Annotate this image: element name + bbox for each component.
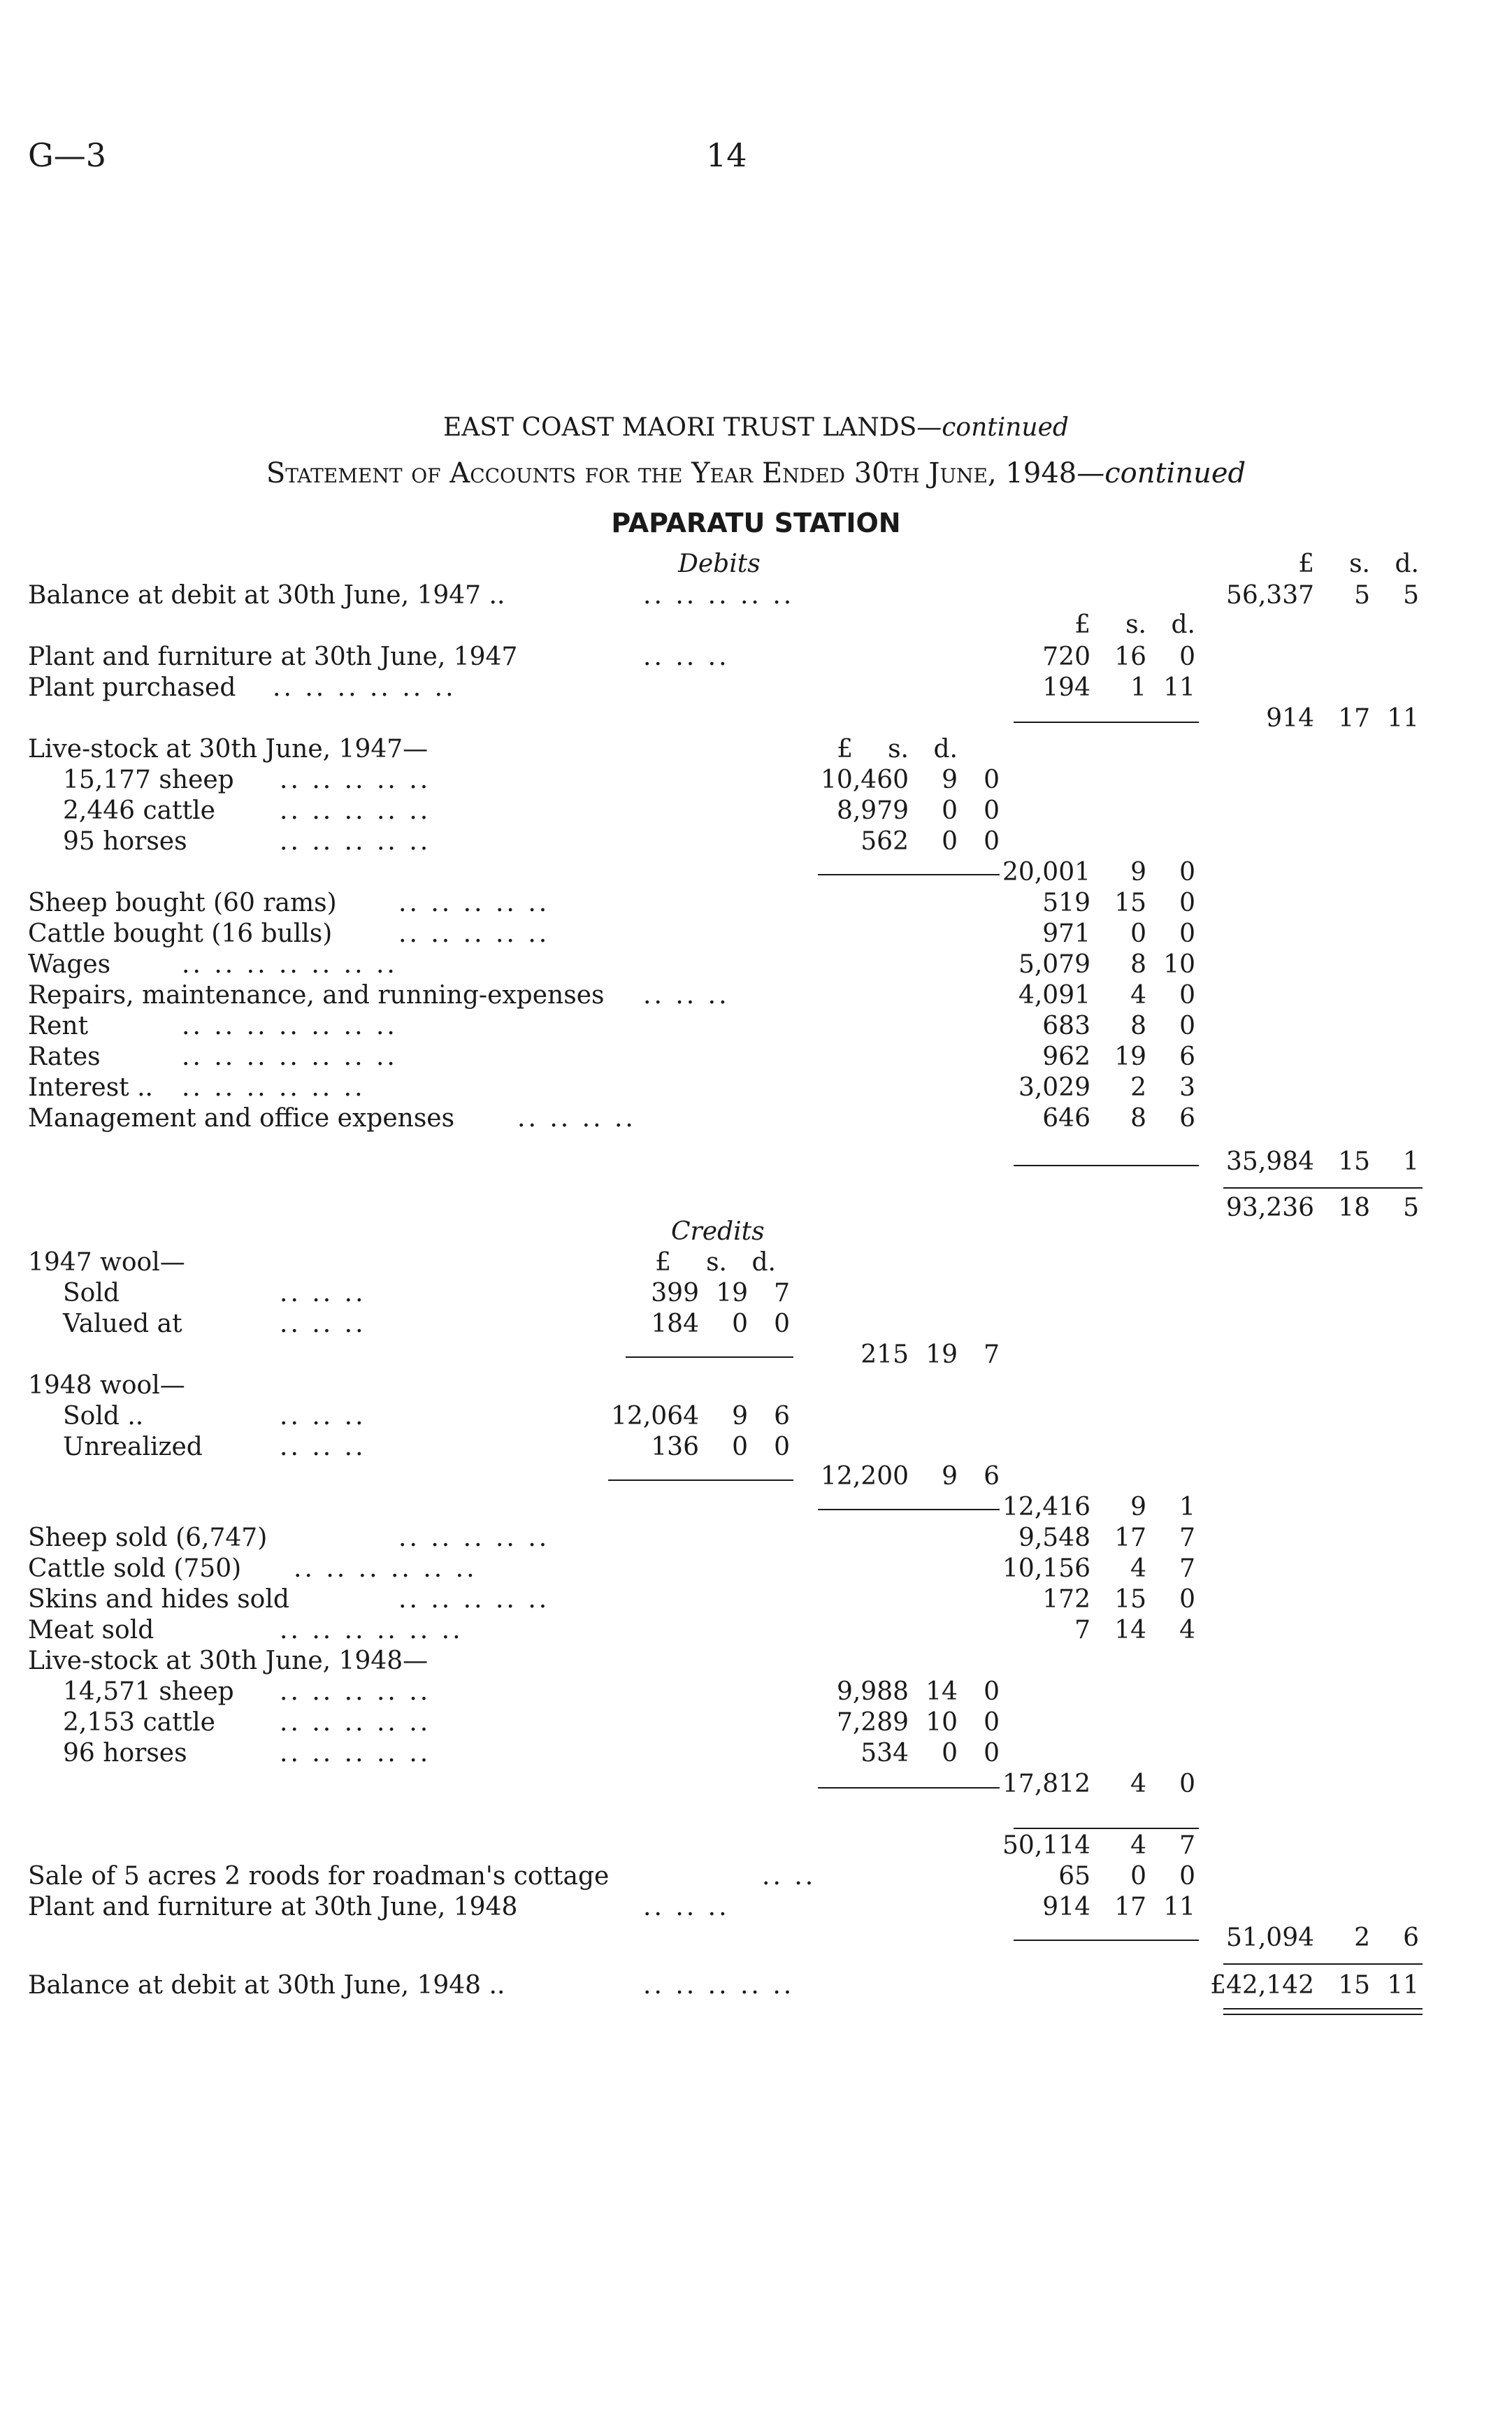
- opening-balance-pounds: 56,337: [1226, 581, 1314, 610]
- livestock-row-shillings: 0: [942, 796, 958, 825]
- wool1948-row-dots: .. .. ..: [280, 1402, 366, 1431]
- debit-item-row-shillings: 0: [1130, 919, 1146, 948]
- credit-item-row-pence: 0: [1179, 1585, 1195, 1614]
- col3-pound-head: £: [1074, 610, 1090, 639]
- livestock-row-label: 15,177 sheep: [63, 766, 234, 794]
- credit-item-row-dots: .. .. .. .. ..: [398, 1524, 550, 1552]
- plant-row-pence: 11: [1163, 673, 1195, 702]
- col4-pound-head: £: [1298, 550, 1314, 578]
- wool1948-heading: 1948 wool—: [28, 1371, 185, 1400]
- wool1948-row-shillings: 9: [732, 1402, 748, 1431]
- wool1947-row-shillings: 0: [732, 1310, 748, 1338]
- wool1947-total-pounds: 215: [861, 1340, 909, 1369]
- livestock-row-pence: 0: [984, 766, 1000, 794]
- wool1947-row-label: Sold: [63, 1279, 120, 1307]
- plant-row-dots: .. .. .. .. .. ..: [273, 673, 456, 702]
- debits-total-pence: 5: [1403, 1194, 1419, 1222]
- wool1948-total-pence: 6: [984, 1462, 1000, 1491]
- livestock1948-row-label: 96 horses: [63, 1739, 187, 1768]
- plant-total-pence: 11: [1387, 704, 1419, 733]
- wool-total-pounds: 12,416: [1002, 1493, 1090, 1521]
- livestock-total-pounds: 20,001: [1002, 858, 1090, 887]
- rule: [1014, 1828, 1199, 1829]
- credits-running-total-pence: 7: [1179, 1831, 1195, 1860]
- col2-pence-head: d.: [933, 735, 958, 764]
- wool1947-row-pence: 0: [774, 1310, 790, 1338]
- livestock1948-row-label: 2,153 cattle: [63, 1708, 215, 1737]
- plant-total-pounds: 914: [1266, 704, 1314, 733]
- col3-pence-head: d.: [1171, 610, 1195, 639]
- livestock-row-dots: .. .. .. .. ..: [280, 766, 431, 794]
- wool1948-row-dots: .. .. ..: [280, 1433, 366, 1461]
- col2-shilling-head: s.: [888, 735, 909, 764]
- closing-balance-label: Balance at debit at 30th June, 1948 ..: [28, 1971, 505, 2000]
- livestock1948-row-dots: .. .. .. .. ..: [280, 1677, 431, 1706]
- rule: [818, 1509, 1000, 1510]
- wool1948-row-pounds: 136: [651, 1433, 699, 1461]
- livestock-row-shillings: 0: [942, 827, 958, 856]
- livestock-row-pounds: 562: [861, 827, 909, 856]
- credits-running-total-shillings: 4: [1130, 1831, 1146, 1860]
- debit-item-row-pounds: 962: [1042, 1042, 1090, 1071]
- sale-row-dots: .. ..: [762, 1862, 816, 1891]
- debits-subtotal-pounds: 35,984: [1226, 1147, 1314, 1176]
- wool1948-row-pence: 6: [774, 1402, 790, 1431]
- credit-item-row-label: Meat sold: [28, 1616, 154, 1644]
- heading-line1: [0, 413, 1512, 443]
- debit-item-row-dots: .. .. .. .. .. .. ..: [182, 950, 398, 979]
- rule: [1014, 1165, 1199, 1166]
- heading-line1-cont: —continued: [916, 413, 1069, 442]
- debits-subtotal-shillings: 15: [1338, 1147, 1370, 1176]
- credit-item-row-label: Cattle sold (750): [28, 1554, 242, 1583]
- plant-row-pounds: 720: [1042, 643, 1090, 671]
- credit-item-row-dots: .. .. .. .. .. ..: [280, 1616, 463, 1644]
- closing-balance-pounds: £42,142: [1210, 1971, 1314, 2000]
- livestock1948-total-pounds: 17,812: [1002, 1770, 1090, 1798]
- wool1947-row-shillings: 19: [716, 1279, 748, 1307]
- livestock1948-row-pence: 0: [984, 1677, 1000, 1706]
- wool1948-total-shillings: 9: [942, 1462, 958, 1491]
- rule: [818, 874, 1000, 875]
- livestock-row-dots: .. .. .. .. ..: [280, 827, 431, 856]
- debit-item-row-shillings: 4: [1130, 981, 1146, 1010]
- col1-pound-head: £: [655, 1248, 671, 1277]
- station-title: PAPARATU STATION: [611, 508, 901, 538]
- livestock1948-row-dots: .. .. .. .. ..: [280, 1708, 431, 1737]
- wool-total-pence: 1: [1179, 1493, 1195, 1521]
- livestock1948-row-pounds: 7,289: [836, 1708, 909, 1737]
- plant-row-shillings: 1: [1130, 673, 1146, 702]
- credit-item-row-pounds: 7: [1074, 1616, 1090, 1644]
- debit-item-row-pence: 6: [1179, 1042, 1195, 1071]
- wool1947-total-shillings: 19: [926, 1340, 958, 1369]
- livestock-row-pence: 0: [984, 796, 1000, 825]
- wool1947-row-pounds: 399: [651, 1279, 699, 1307]
- wool1948-row-label: Sold ..: [63, 1402, 144, 1431]
- livestock1948-row-shillings: 14: [926, 1677, 958, 1706]
- debit-item-row-dots: .. .. .. .. ..: [398, 889, 550, 917]
- livestock1948-row-pounds: 9,988: [836, 1677, 909, 1706]
- plant-row-label: Plant and furniture at 30th June, 1947: [28, 643, 518, 671]
- col1-shilling-head: s.: [706, 1248, 727, 1277]
- livestock-row-label: 95 horses: [63, 827, 187, 856]
- debit-item-row-pence: 10: [1163, 950, 1195, 979]
- page-code: G—3: [28, 136, 107, 174]
- livestock-total-shillings: 9: [1130, 858, 1146, 887]
- heading-line2: [0, 458, 1512, 489]
- credit-item-row-pounds: 172: [1042, 1585, 1090, 1614]
- livestock1948-row-dots: .. .. .. .. ..: [280, 1739, 431, 1768]
- credits-running-total-pounds: 50,114: [1002, 1831, 1090, 1860]
- closing-balance-dots: .. .. .. .. ..: [643, 1971, 795, 2000]
- wool1948-row-label: Unrealized: [63, 1433, 203, 1461]
- rule: [1223, 1963, 1423, 1965]
- opening-balance-pence: 5: [1403, 581, 1419, 610]
- debit-item-row-pounds: 519: [1042, 889, 1090, 917]
- debit-item-row-label: Rates: [28, 1042, 101, 1071]
- credit-item-row-shillings: 15: [1114, 1585, 1146, 1614]
- debit-item-row-dots: .. .. .. .. .. ..: [182, 1073, 366, 1102]
- sale-row-label: Sale of 5 acres 2 roods for roadman's cottage: [28, 1862, 610, 1891]
- col1-pence-head: d.: [751, 1248, 776, 1277]
- wool1948-row-pounds: 12,064: [611, 1402, 699, 1431]
- debit-item-row-label: Repairs, maintenance, and running-expenses: [28, 981, 605, 1010]
- wool1947-heading: 1947 wool—: [28, 1248, 185, 1277]
- wool1947-row-dots: .. .. ..: [280, 1279, 366, 1307]
- credit-item-row-label: Sheep sold (6,747): [28, 1524, 268, 1552]
- livestock-row-pounds: 8,979: [836, 796, 909, 825]
- credit-item-row-dots: .. .. .. .. ..: [398, 1585, 550, 1614]
- livestock1948-total-pence: 0: [1179, 1770, 1195, 1798]
- plant1948-row-dots: .. .. ..: [643, 1893, 730, 1921]
- debit-item-row-pence: 3: [1179, 1073, 1195, 1102]
- livestock-row-label: 2,446 cattle: [63, 796, 215, 825]
- debit-item-row-label: Cattle bought (16 bulls): [28, 919, 333, 948]
- debits-subtotal-pence: 1: [1403, 1147, 1419, 1176]
- livestock1948-row-pounds: 534: [861, 1739, 909, 1768]
- wool1948-row-shillings: 0: [732, 1433, 748, 1461]
- credit-item-row-pounds: 9,548: [1018, 1524, 1090, 1552]
- wool1947-row-pounds: 184: [651, 1310, 699, 1338]
- sale-row-pounds: 65: [1058, 1862, 1090, 1891]
- debit-item-row-label: Sheep bought (60 rams): [28, 889, 337, 917]
- wool1947-total-pence: 7: [984, 1340, 1000, 1369]
- debit-item-row-pence: 0: [1179, 1012, 1195, 1040]
- double-rule-top: [1223, 2008, 1423, 2009]
- plant1948-row-pounds: 914: [1042, 1893, 1090, 1921]
- debits-total-shillings: 18: [1338, 1194, 1370, 1222]
- credit-item-row-dots: .. .. .. .. .. ..: [294, 1554, 477, 1583]
- debit-item-row-shillings: 8: [1130, 1104, 1146, 1133]
- debit-item-row-pounds: 971: [1042, 919, 1090, 948]
- heading-line2-main: Statement of Accounts for the Year Ended 30th June, 1948: [266, 457, 1077, 489]
- page-number: 14: [706, 136, 747, 174]
- debit-item-row-shillings: 2: [1130, 1073, 1146, 1102]
- rule: [1014, 1940, 1199, 1941]
- heading-line1-main: EAST COAST MAORI TRUST LANDS: [443, 413, 917, 442]
- debit-item-row-pounds: 5,079: [1018, 950, 1090, 979]
- wool1948-row-pence: 0: [774, 1433, 790, 1461]
- livestock1948-row-shillings: 0: [942, 1739, 958, 1768]
- livestock1948-row-shillings: 10: [926, 1708, 958, 1737]
- wool1947-row-pence: 7: [774, 1279, 790, 1307]
- livestock-row-dots: .. .. .. .. ..: [280, 796, 431, 825]
- debit-item-row-label: Wages: [28, 950, 111, 979]
- credit-item-row-pence: 7: [1179, 1554, 1195, 1583]
- debit-item-row-dots: .. .. .. .. .. .. ..: [182, 1012, 398, 1040]
- credits-total-pence: 6: [1403, 1923, 1419, 1952]
- sale-row-shillings: 0: [1130, 1862, 1146, 1891]
- col4-pence-head: d.: [1395, 550, 1419, 578]
- credit-item-row-pence: 7: [1179, 1524, 1195, 1552]
- debit-item-row-pounds: 3,029: [1018, 1073, 1090, 1102]
- debit-item-row-shillings: 19: [1114, 1042, 1146, 1071]
- plant1948-row-shillings: 17: [1114, 1893, 1146, 1921]
- closing-balance-shillings: 15: [1338, 1971, 1370, 2000]
- rule: [626, 1356, 793, 1358]
- col4-shilling-head: s.: [1349, 550, 1370, 578]
- rule: [1223, 1187, 1423, 1189]
- livestock1948-heading: Live-stock at 30th June, 1948—: [28, 1647, 429, 1675]
- livestock1948-row-label: 14,571 sheep: [63, 1677, 234, 1706]
- rule: [818, 1787, 1000, 1789]
- livestock1948-row-pence: 0: [984, 1708, 1000, 1737]
- credit-item-row-pounds: 10,156: [1002, 1554, 1090, 1583]
- plant-row-dots: .. .. ..: [643, 643, 730, 671]
- heading-line2-cont: —continued: [1077, 457, 1246, 489]
- debits-label: Debits: [678, 550, 761, 578]
- livestock1948-total-shillings: 4: [1130, 1770, 1146, 1798]
- plant1948-row-label: Plant and furniture at 30th June, 1948: [28, 1893, 518, 1921]
- debit-item-row-pence: 0: [1179, 981, 1195, 1010]
- debit-item-row-pounds: 4,091: [1018, 981, 1090, 1010]
- credits-label: Credits: [671, 1217, 765, 1246]
- livestock-total-pence: 0: [1179, 858, 1195, 887]
- credit-item-row-label: Skins and hides sold: [28, 1585, 289, 1614]
- debit-item-row-shillings: 15: [1114, 889, 1146, 917]
- debit-item-row-label: Management and office expenses: [28, 1104, 455, 1133]
- debit-item-row-pence: 0: [1179, 919, 1195, 948]
- credits-total-pounds: 51,094: [1226, 1923, 1314, 1952]
- wool1947-row-dots: .. .. ..: [280, 1310, 366, 1338]
- debit-item-row-label: Interest ..: [28, 1073, 153, 1102]
- wool1947-row-label: Valued at: [63, 1310, 182, 1338]
- debit-item-row-shillings: 8: [1130, 950, 1146, 979]
- livestock1948-row-pence: 0: [984, 1739, 1000, 1768]
- plant1948-row-pence: 11: [1163, 1893, 1195, 1921]
- livestock-row-pounds: 10,460: [821, 766, 909, 794]
- debit-item-row-dots: .. .. ..: [643, 981, 730, 1010]
- livestock-row-pence: 0: [984, 827, 1000, 856]
- debit-item-row-dots: .. .. .. ..: [517, 1104, 636, 1133]
- credits-total-shillings: 2: [1354, 1923, 1370, 1952]
- rule: [608, 1479, 793, 1481]
- livestock-row-shillings: 9: [942, 766, 958, 794]
- debit-item-row-label: Rent: [28, 1012, 89, 1040]
- wool-total-shillings: 9: [1130, 1493, 1146, 1521]
- debit-item-row-dots: .. .. .. .. .. .. ..: [182, 1042, 398, 1071]
- debit-item-row-pounds: 683: [1042, 1012, 1090, 1040]
- opening-balance-shillings: 5: [1354, 581, 1370, 610]
- debit-item-row-pence: 0: [1179, 889, 1195, 917]
- wool1948-total-pounds: 12,200: [821, 1462, 909, 1491]
- rule: [1014, 722, 1199, 723]
- col2-pound-head: £: [837, 735, 853, 764]
- debit-item-row-shillings: 8: [1130, 1012, 1146, 1040]
- debit-item-row-dots: .. .. .. .. ..: [398, 919, 550, 948]
- plant-row-pounds: 194: [1042, 673, 1090, 702]
- double-rule-bottom: [1223, 2014, 1423, 2015]
- closing-balance-pence: 11: [1387, 1971, 1419, 2000]
- debits-total-pounds: 93,236: [1226, 1194, 1314, 1222]
- livestock-heading: Live-stock at 30th June, 1947—: [28, 735, 429, 764]
- debit-item-row-pounds: 646: [1042, 1104, 1090, 1133]
- credit-item-row-shillings: 4: [1130, 1554, 1146, 1583]
- plant-row-label: Plant purchased: [28, 673, 236, 702]
- opening-balance-dots: .. .. .. .. ..: [643, 581, 795, 610]
- opening-balance-label: Balance at debit at 30th June, 1947 ..: [28, 581, 505, 610]
- credit-item-row-pence: 4: [1179, 1616, 1195, 1644]
- credit-item-row-shillings: 14: [1114, 1616, 1146, 1644]
- credit-item-row-shillings: 17: [1114, 1524, 1146, 1552]
- col3-shilling-head: s.: [1125, 610, 1146, 639]
- sale-row-pence: 0: [1179, 1862, 1195, 1891]
- plant-total-shillings: 17: [1338, 704, 1370, 733]
- plant-row-shillings: 16: [1114, 643, 1146, 671]
- debit-item-row-pence: 6: [1179, 1104, 1195, 1133]
- plant-row-pence: 0: [1179, 643, 1195, 671]
